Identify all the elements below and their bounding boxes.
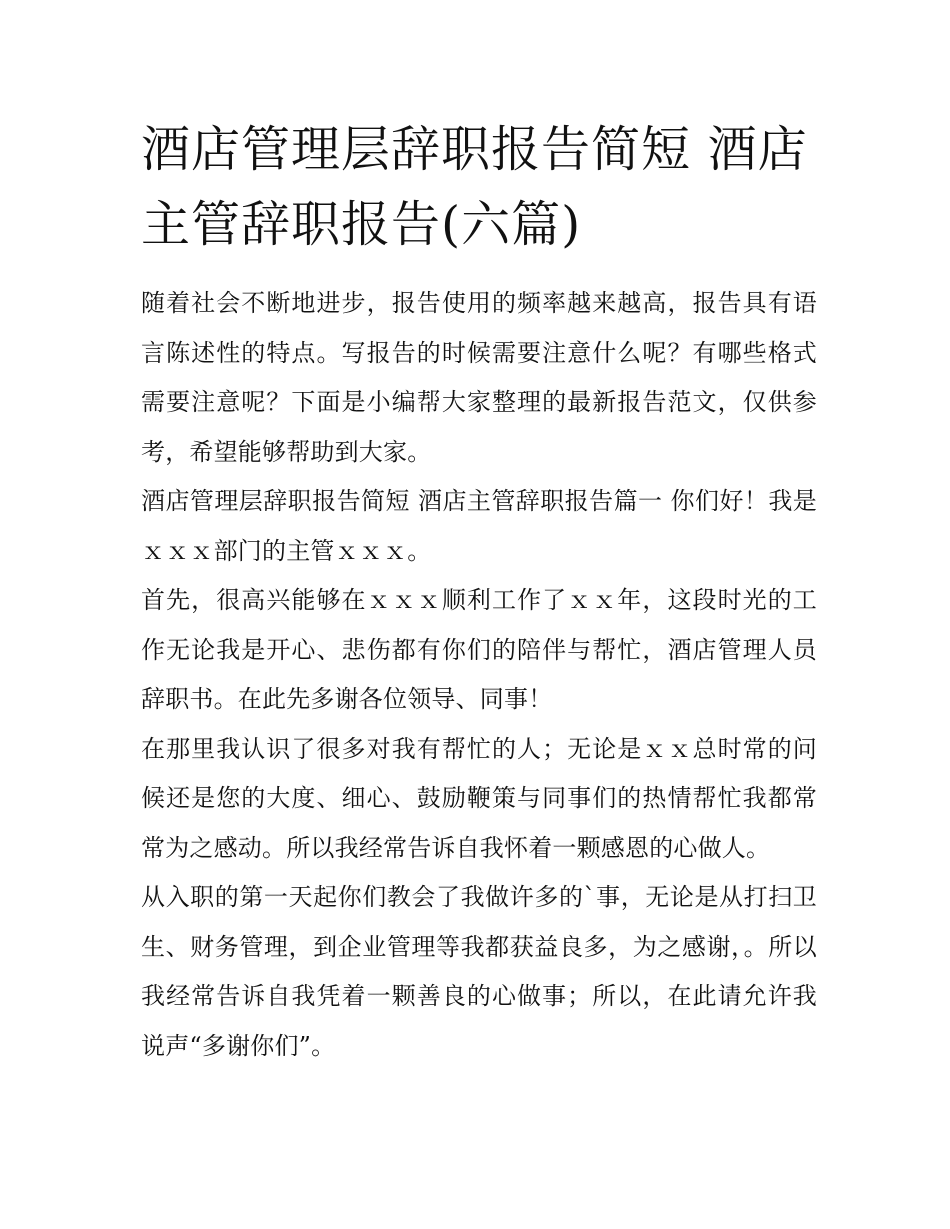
document-body xyxy=(141,279,817,1071)
paragraph-greeting: 酒店管理层辞职报告简短 酒店主管辞职报告篇一 你们好！我是ｘｘｘ部门的主管ｘｘｘ。 xyxy=(141,487,817,565)
paragraph-colleagues: 在那里我认识了很多对我有帮忙的人；无论是ｘｘ总时常的问候还是您的大度、细心、鼓励鞭策与同事们的热情帮忙我都常常为之感动。所以我经常告诉自我怀着一颗感恩的心做人。 xyxy=(141,734,817,862)
paragraph-intro: 随着社会不断地进步，报告使用的频率越来越高，报告具有语言陈述性的特点。写报告的时候需要注意什么呢？有哪些格式需要注意呢？下面是小编帮大家整理的最新报告范文，仅供参考，希望能够帮助到大家。 xyxy=(141,289,817,466)
paragraph-learning: 从入职的第一天起你们教会了我做许多的`事，无论是从打扫卫生、财务管理，到企业管理等我都获益良多，为之感谢，。所以我经常告诉自我凭着一颗善良的心做事；所以，在此请允许我说声“多谢你们”。 xyxy=(141,883,817,1060)
document-title: 酒店管理层辞职报告简短 酒店主管辞职报告(六篇) xyxy=(141,121,808,253)
paragraph-thanks: 首先，很高兴能够在ｘｘｘ顺利工作了ｘｘ年，这段时光的工作无论我是开心、悲伤都有你们的陪伴与帮忙，酒店管理人员辞职书。在此先多谢各位领导、同事！ xyxy=(141,586,817,713)
